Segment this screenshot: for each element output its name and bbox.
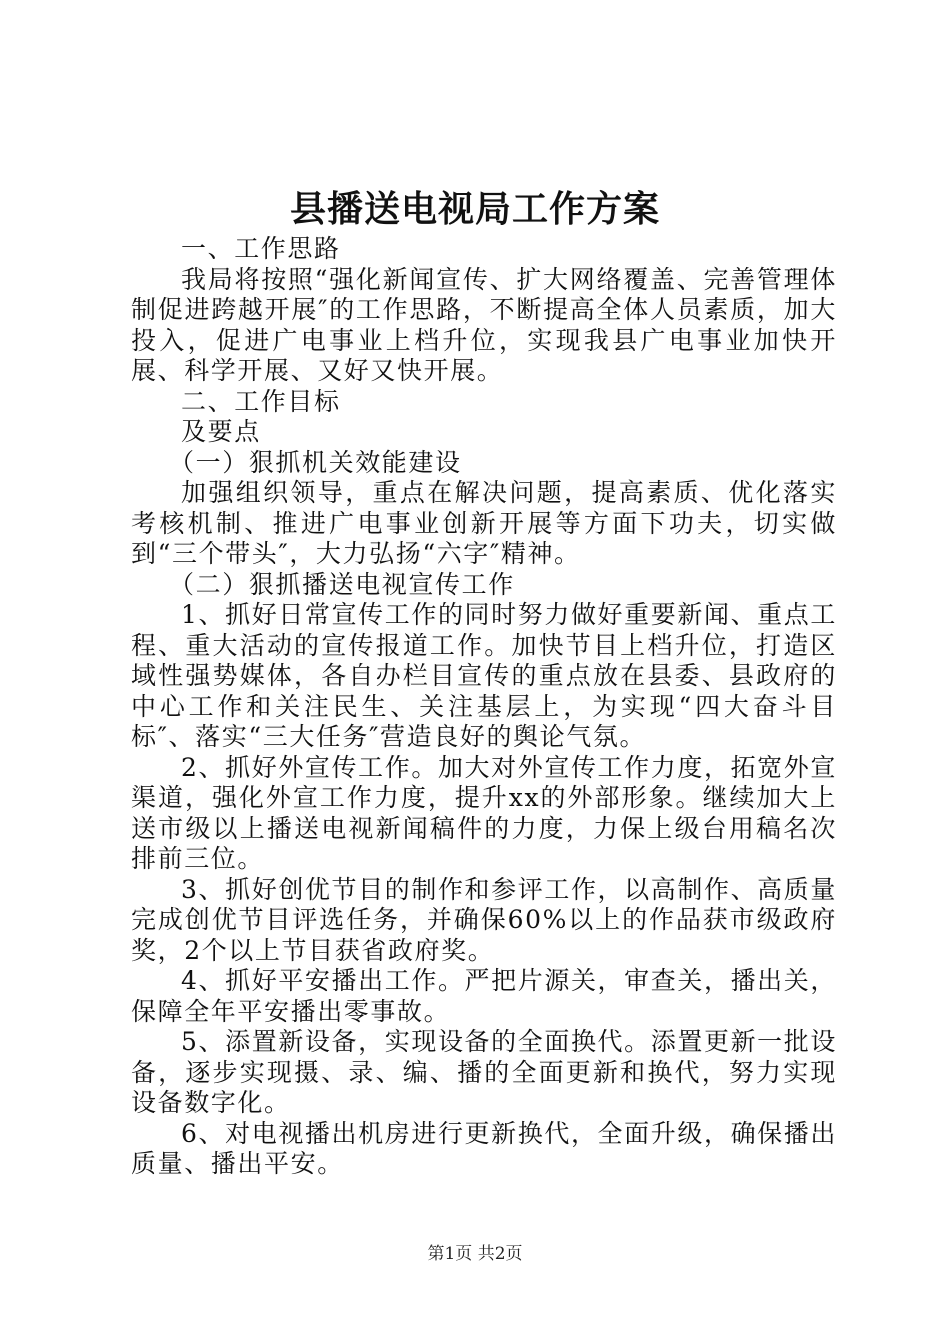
subsection-heading: （二）狠抓播送电视宣传工作	[169, 569, 515, 599]
paragraph: 2、抓好外宣传工作。加大对外宣传工作力度，拓宽外宣渠道，强化外宣工作力度，提升xx的外部形象。继续加大上送市级以上播送电视新闻稿件的力度，力保上级台用稿名次排前三位。	[131, 752, 837, 873]
paragraph: 4、抓好平安播出工作。严把片源关，审查关，播出关，保障全年平安播出零事故。	[131, 966, 837, 1026]
paragraph: 5、添置新设备，实现设备的全面换代。添置更新一批设备，逐步实现摄、录、编、播的全面更新和换代，努力实现设备数字化。	[131, 1027, 837, 1117]
page-footer: 第1页 共2页	[427, 1244, 523, 1264]
paragraph: 我局将按照“强化新闻宣传、扩大网络覆盖、完善管理体制促进跨越开展″的工作思路，不断提高全体人员素质，加大投入，促进广电事业上档升位，实现我县广电事业加快开展、科学开展、又好又快开展。	[131, 264, 837, 385]
section-heading: 二、工作目标	[181, 386, 341, 416]
page-title: 县播送电视局工作方案	[289, 188, 660, 230]
document-body	[131, 234, 837, 1180]
subsection-heading: （一）狠抓机关效能建设	[169, 447, 462, 477]
paragraph: 6、对电视播出机房进行更新换代，全面升级，确保播出质量、播出平安。	[131, 1118, 837, 1178]
section-heading: 及要点	[181, 417, 261, 446]
section-heading: 一、工作思路	[181, 234, 341, 263]
paragraph: 1、抓好日常宣传工作的同时努力做好重要新闻、重点工程、重大活动的宣传报道工作。加快节目上档升位，打造区域性强势媒体，各自办栏目宣传的重点放在县委、县政府的中心工作和关注民生、关注基层上，为实现“四大奋斗目标″、落实“三大任务″营造良好的舆论气氛。	[131, 600, 837, 751]
paragraph: 3、抓好创优节目的制作和参评工作，以高制作、高质量完成创优节目评选任务，并确保60%以上的作品获市级政府奖，2个以上节目获省政府奖。	[131, 874, 837, 965]
paragraph: 加强组织领导，重点在解决问题，提高素质、优化落实考核机制、推进广电事业创新开展等方面下功夫，切实做到“三个带头″，大力弘扬“六字″精神。	[131, 478, 837, 568]
